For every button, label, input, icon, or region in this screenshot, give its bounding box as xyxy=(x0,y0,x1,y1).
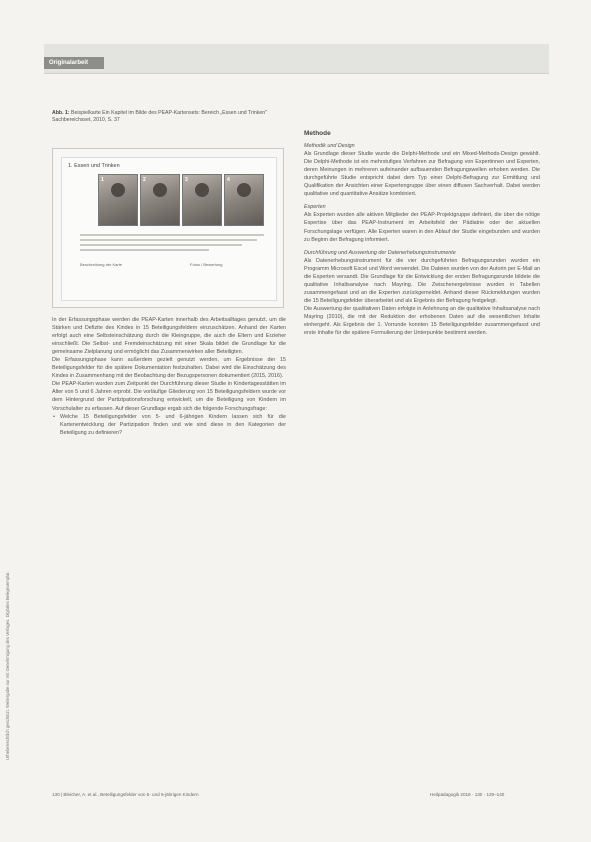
footer-right: Heilpädagogik 2018 · 130 · 129–140 xyxy=(430,792,505,797)
figure-bottom-left: Beschreibung der Karte xyxy=(80,262,123,267)
side-copyright-note: Urheberrechtlich geschützt. Weitergabe nur mit Genehmigung des Verlages. Digitales Belegexemplar. xyxy=(5,571,10,760)
figure-photo xyxy=(224,174,264,226)
figure-photo xyxy=(140,174,180,226)
research-question-bullet: • Welche 15 Beteiligungsfelder von 5- und 6-jährigen Kindern lassen sich für die Kartenentwicklung der Partizipation finden und wie sind diese in den Kategorien der Beteiligung zu definieren? xyxy=(52,413,286,437)
left-column xyxy=(52,316,286,437)
right-column xyxy=(304,130,540,337)
figure-inner-title: 1. Essen und Trinken xyxy=(68,163,120,169)
figure-bottom-right: Fotos / Bewertung xyxy=(190,262,223,267)
photo-number: 2 xyxy=(143,177,146,183)
body-paragraph: In der Erfassungsphase werden die PEAP-Karten innerhalb des Arbeitsalltages genutzt, um die Stärken und Defizite des Kindes in 15 Beteiligungsfeldern einzuschätzen. Anhand der Karten erfolgt auch eine Selbsteinschätzung durch die Kleingruppe, die auch die Eltern und Erzieher einschließt. Die Selbst- und Fremdeinschätzung mit einer Skala bildet die Grundlage für die gemeinsame Zielplanung und ermöglicht das Zusammenwirken aller Beteiligten. xyxy=(52,317,286,356)
subheading: Methodik und Design xyxy=(304,143,355,150)
section-heading: Methode xyxy=(304,130,331,137)
figure-bottom xyxy=(80,262,264,268)
figure-caption xyxy=(52,110,282,124)
figure-caption-text: Beispielkarte Ein Kapitel im Bilde des PEAP-Kartensets: Bereich „Essen und Trinken" Sachbereichsset, 2010, S. 37 xyxy=(52,110,267,123)
figure-photo xyxy=(98,174,138,226)
footer-left: 130 | Bleicher, A. et al., Beteiligungsfelder von 5- und 6-jährigen Kindern xyxy=(52,792,199,797)
subheading: Experten xyxy=(304,204,326,211)
body-paragraph: Die Erfassungsphase kann außerdem gezielt genutzt werden, um Ergebnisse der 15 Beteiligungsfelder für die spätere Dokumentation festzuhalten. Dabei wird die Einschätzung des Kindes in Zusammenhang mit der Beobachtung der Bezugspersonen dokumentiert (2015, 2016). xyxy=(52,357,286,380)
header-band xyxy=(44,44,549,74)
body-paragraph: Die PEAP-Karten wurden zum Zeitpunkt der Durchführung dieser Studie in Kindertagesstätten im Alter von 5 und 6 Jahren erprobt. Die vorläufige Gliederung von 15 Beteiligungsfeldern wurde vor dem Hintergrund der Partizipationsforschung entwickelt, um die Beteiligung von Kindern im Vorschulalter zu erfassen. Auf dieser Grundlage ergab sich die folgende Forschungsfrage: xyxy=(52,381,286,412)
figure-caption-label: Abb. 1: xyxy=(52,110,70,116)
body-paragraph: Die Auswertung der qualitativen Daten erfolgte in Anlehnung an die qualitative Inhaltsanalyse nach Mayring (2010), die mit der Reduktion der erhobenen Daten auf die wesentlichen Inhalte einhergeht. Als Ergebnis der 1. Vorrunde konnten 15 Beteiligungsfelder zusammengefasst und erste Inhalte für die spätere Formulierung der Unterpunkte bestimmt werden. xyxy=(304,305,540,337)
photo-number: 1 xyxy=(101,177,104,183)
figure-inner xyxy=(61,157,277,301)
subheading: Durchführung und Auswertung der Datenerhebungsinstrumente xyxy=(304,249,456,256)
section-label: Originalarbeit xyxy=(44,57,104,69)
figure-photo xyxy=(182,174,222,226)
body-paragraph: Als Datenerhebungsinstrument für die vier durchgeführten Befragungsrunden wurden ein Programm Microsoft Excel und Word verwendet. Die Dateien wurden von der Autorin per E-Mail an die Experten versandt. Die Grundlage für die Entwicklung der ersten Befragungsrunde bildete die qualitative Inhaltsanalyse nach Mayring. Die Zwischenergebnisse wurden in Tabellen zusammengefasst und an die Experten zurückgemeldet. Anhand dieser Rückmeldungen wurden die 15 Beteiligungsfelder überarbeitet und als Ergebnis der Befragung festgelegt. xyxy=(304,257,540,304)
figure-text-lines xyxy=(80,234,264,254)
figure-photos xyxy=(98,174,264,226)
photo-number: 3 xyxy=(185,177,188,183)
body-paragraph: Als Experten wurden alle aktiven Mitglieder der PEAP-Projektgruppe definiert, die über die nötige Expertise über das PEAP-Instrument im Arbeitsfeld der Pädiatrie oder der aktuellen Forschungslage verfügen. Alle Experten waren in den Ablauf der Studie eingebunden und wurden zu Beginn der Befragung informiert. xyxy=(304,212,540,243)
photo-number: 4 xyxy=(227,177,230,183)
figure-card xyxy=(52,148,284,308)
body-paragraph: Als Grundlage dieser Studie wurde die Delphi-Methode und ein Mixed-Methods-Design gewählt. Die Delphi-Methode ist ein mehrstufiges Verfahren zur Befragung von Expertinnen und Experten, deren Meinungen in mehreren aufeinander aufbauenden Befragungswellen erhoben werden. Die durchgeführte Studie entspricht dabei dem Typ einer Delphi-Befragung zur Ermittlung und Qualifikation der Ansichten einer Expertengruppe über einen diffusen Sachverhalt. Dabei werden qualitative und quantitative Ansätze kombiniert. xyxy=(304,151,540,198)
